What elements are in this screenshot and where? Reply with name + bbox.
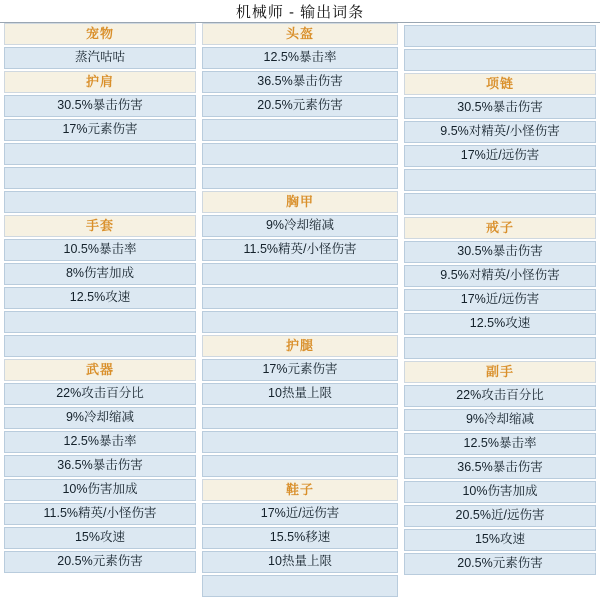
- stat-row: [404, 193, 596, 215]
- stat-row: [4, 311, 196, 333]
- stat-row: 36.5%暴击伤害: [404, 457, 596, 479]
- stat-row: [404, 337, 596, 359]
- group-title-ring: 戒子: [404, 217, 596, 239]
- column-left: [0, 23, 200, 568]
- stat-row: 30.5%暴击伤害: [404, 97, 596, 119]
- group-title-shoulders: 护肩: [4, 71, 196, 93]
- stat-row: 36.5%暴击伤害: [202, 71, 398, 93]
- stat-row: 22%攻击百分比: [4, 383, 196, 405]
- stat-row: [202, 575, 398, 597]
- stat-row: [202, 167, 398, 189]
- stat-row: 10热量上限: [202, 383, 398, 405]
- stat-row: 12.5%攻速: [4, 287, 196, 309]
- stat-row: 8%伤害加成: [4, 263, 196, 285]
- group-boots: [202, 479, 398, 597]
- group-title-chest: 胸甲: [202, 191, 398, 213]
- stat-row: 11.5%精英/小怪伤害: [4, 503, 196, 525]
- stat-row: [202, 119, 398, 141]
- stat-row: 30.5%暴击伤害: [4, 95, 196, 117]
- stat-row: [404, 169, 596, 191]
- stat-row: 20.5%近/远伤害: [404, 505, 596, 527]
- stat-row: 17%近/远伤害: [202, 503, 398, 525]
- stat-row: 15.5%移速: [202, 527, 398, 549]
- stat-row: 17%近/远伤害: [404, 289, 596, 311]
- stat-row: [202, 431, 398, 453]
- stat-row: [404, 25, 596, 47]
- stat-row: 12.5%攻速: [404, 313, 596, 335]
- stat-row: [4, 335, 196, 357]
- page-title: 机械师 - 输出词条: [235, 3, 365, 21]
- group-title-weapon: 武器: [4, 359, 196, 381]
- stat-row: 17%近/远伤害: [404, 145, 596, 167]
- stat-row: [4, 167, 196, 189]
- stat-row: [202, 455, 398, 477]
- group-legs: [202, 335, 398, 477]
- page-title-bar: [0, 0, 600, 22]
- stat-row: 17%元素伤害: [4, 119, 196, 141]
- group-title-helmet: 头盔: [202, 23, 398, 45]
- group-title-pet: 宠物: [4, 23, 196, 45]
- group-shoulders: [4, 71, 196, 213]
- group-gloves: [4, 215, 196, 357]
- stat-row: 11.5%精英/小怪伤害: [202, 239, 398, 261]
- stat-row: [4, 143, 196, 165]
- stat-row: [202, 311, 398, 333]
- stat-row: [202, 263, 398, 285]
- stat-row: 10.5%暴击率: [4, 239, 196, 261]
- stat-row: 9%冷却缩减: [4, 407, 196, 429]
- stat-row: 10%伤害加成: [4, 479, 196, 501]
- stat-row: [404, 49, 596, 71]
- stat-row: 10%伤害加成: [404, 481, 596, 503]
- stat-row: 30.5%暴击伤害: [404, 241, 596, 263]
- stat-row: 15%攻速: [404, 529, 596, 551]
- stat-row: 蒸汽咕咕: [4, 47, 196, 69]
- stat-row: 9.5%对精英/小怪伤害: [404, 121, 596, 143]
- stat-row: [202, 407, 398, 429]
- group-ring: [404, 217, 596, 359]
- group-title-legs: 护腿: [202, 335, 398, 357]
- stat-row: [202, 143, 398, 165]
- stat-row: [202, 287, 398, 309]
- group-pet: [4, 23, 196, 69]
- stat-row: 9%冷却缩减: [404, 409, 596, 431]
- stat-row: 12.5%暴击率: [4, 431, 196, 453]
- group-helmet: [202, 23, 398, 189]
- stat-row: 20.5%元素伤害: [404, 553, 596, 575]
- stat-row: 36.5%暴击伤害: [4, 455, 196, 477]
- group-title-offhand: 副手: [404, 361, 596, 383]
- stat-row: 20.5%元素伤害: [4, 551, 196, 573]
- group-title-necklace: 项链: [404, 73, 596, 95]
- stat-row: 15%攻速: [4, 527, 196, 549]
- group-chest: [202, 191, 398, 333]
- group-title-gloves: 手套: [4, 215, 196, 237]
- stat-row: 10热量上限: [202, 551, 398, 573]
- group-title-boots: 鞋子: [202, 479, 398, 501]
- group-necklace: [404, 73, 596, 215]
- stat-row: 20.5%元素伤害: [202, 95, 398, 117]
- stat-row: 12.5%暴击率: [202, 47, 398, 69]
- stat-row: 9.5%对精英/小怪伤害: [404, 265, 596, 287]
- stat-row: 17%元素伤害: [202, 359, 398, 381]
- column-middle: [200, 23, 400, 568]
- columns-container: [0, 23, 600, 570]
- group-offhand: [404, 361, 596, 575]
- stat-row: [4, 191, 196, 213]
- stat-row: 22%攻击百分比: [404, 385, 596, 407]
- group-weapon: [4, 359, 196, 573]
- stat-row: 9%冷却缩减: [202, 215, 398, 237]
- stat-row: 12.5%暴击率: [404, 433, 596, 455]
- column-right: [400, 23, 600, 570]
